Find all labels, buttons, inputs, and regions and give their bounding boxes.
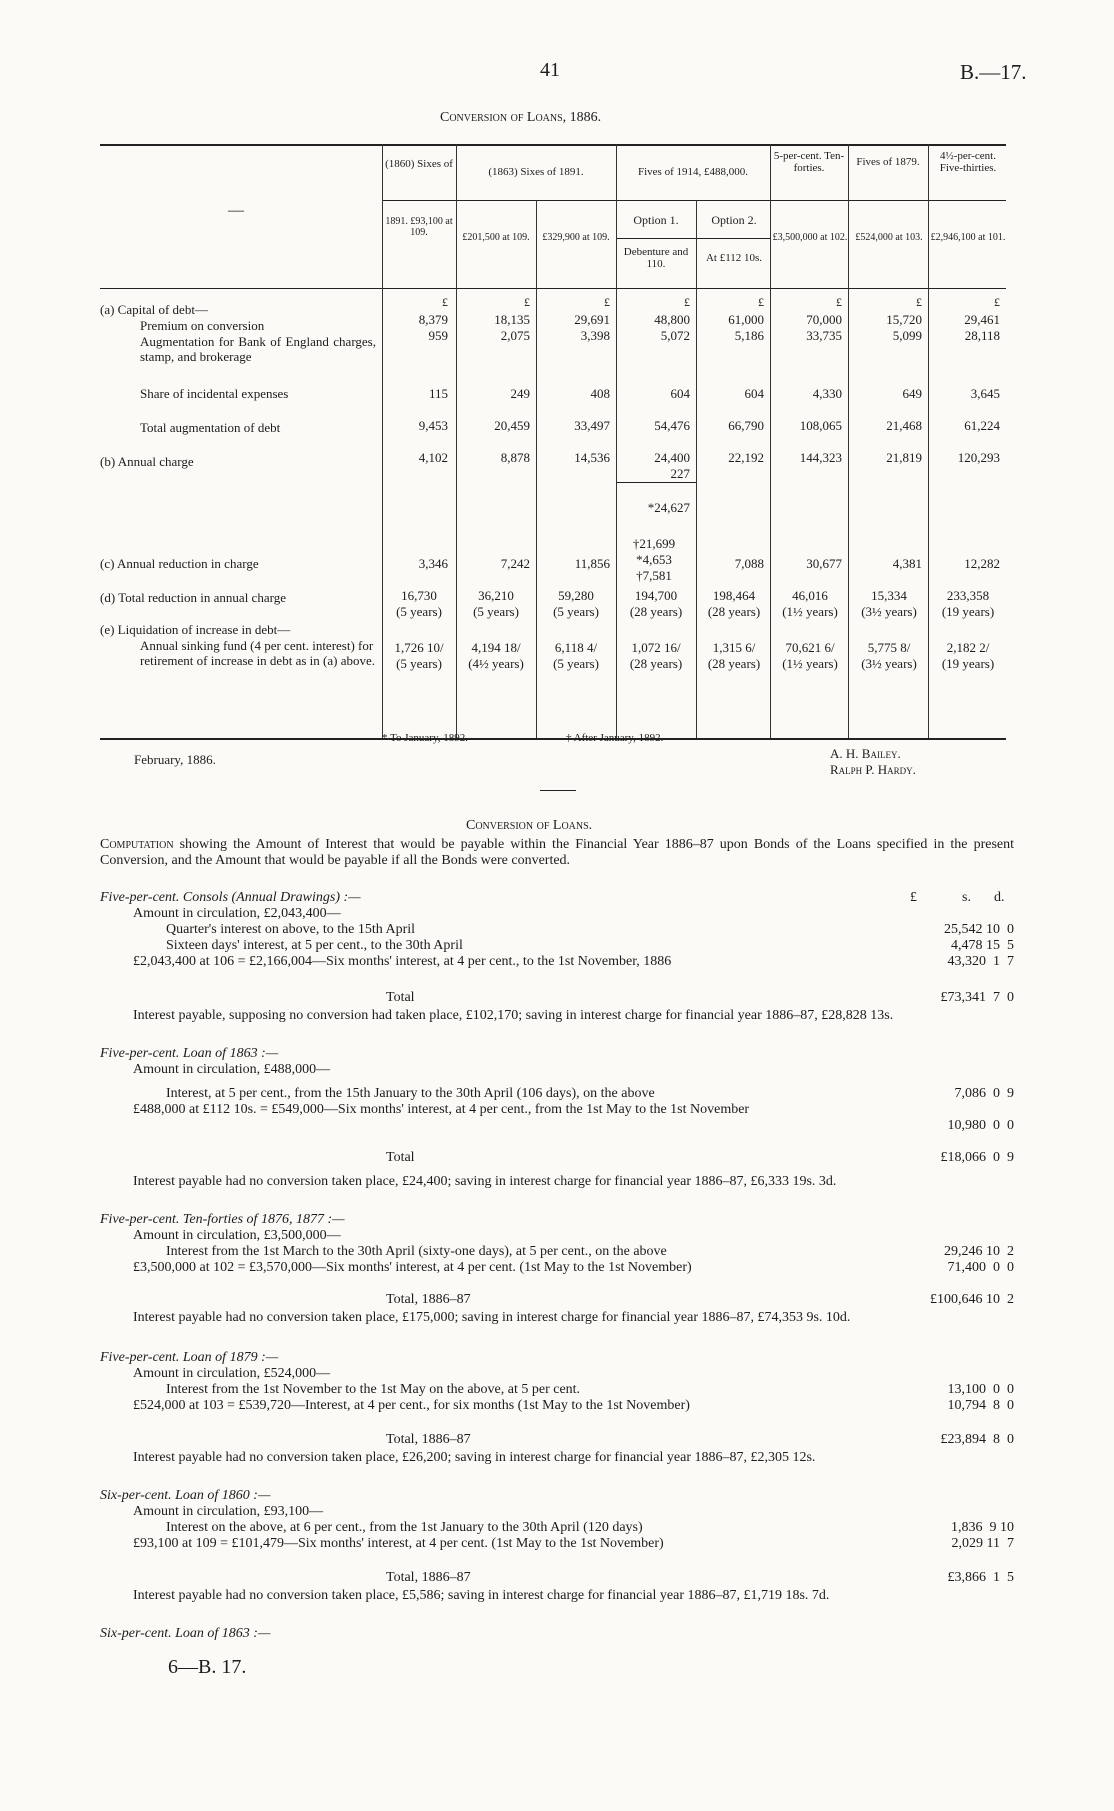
cell: 61,000	[728, 312, 764, 327]
col-header-6: 5-per-cent. Ten-forties.	[773, 150, 845, 174]
cell: (4½ years)	[468, 656, 524, 671]
cell: 36,210	[478, 588, 514, 603]
computation-amount: 10,794 8 0	[947, 1398, 1014, 1413]
cell: (5 years)	[473, 604, 519, 619]
cell: 1,726 10/	[394, 640, 444, 655]
section-heading: Five-per-cent. Loan of 1879 :—	[100, 1350, 279, 1365]
computation-amount: 1,836 9 10	[951, 1520, 1014, 1535]
col-header-1: (1860) Sixes of	[385, 158, 453, 170]
cell: (28 years)	[629, 656, 683, 671]
footnote-star: * To January, 1892.	[382, 732, 468, 744]
cell: 408	[590, 386, 610, 401]
cell: 28,118	[964, 328, 1000, 343]
cell: 649	[902, 386, 922, 401]
section-heading: Five-per-cent. Ten-forties of 1876, 1877 :—	[100, 1212, 345, 1227]
cur-7: £	[916, 295, 922, 309]
col-header-8: 4½-per-cent. Five-thirties.	[939, 150, 997, 174]
computation-note: Interest payable had no conversion taken place, £5,586; saving in interest charge for financial year 1886–87, £1,719 18s. 7d.	[133, 1588, 830, 1603]
cur-2: £	[524, 295, 530, 309]
cell: *24,627	[647, 500, 690, 515]
cell: (19 years)	[941, 656, 995, 671]
footer-signature: 6—B. 17.	[168, 1656, 247, 1678]
cur-1: £	[442, 295, 448, 309]
page-ref: B.—17.	[960, 60, 1027, 84]
section-circulation: Amount in circulation, £488,000—	[133, 1062, 331, 1077]
cur-8: £	[994, 295, 1000, 309]
sub-header-5a: Option 2.	[711, 213, 757, 227]
cell: 61,224	[964, 418, 1000, 433]
section-heading: Six-per-cent. Loan of 1860 :—	[100, 1488, 271, 1503]
cell: 604	[670, 386, 690, 401]
label-b: (b) Annual charge	[100, 454, 194, 469]
computation-total-label: Total, 1886–87	[386, 1570, 471, 1585]
computation-amount: 25,542 10 0	[944, 922, 1014, 937]
computation-line: Interest from the 1st March to the 30th April (sixty-one days), at 5 per cent., on the above	[166, 1244, 667, 1259]
section-circulation: Amount in circulation, £93,100—	[133, 1504, 324, 1519]
signature-hardy: Ralph P. Hardy.	[830, 762, 916, 777]
cell: 5,099	[892, 328, 922, 343]
cell: 5,186	[734, 328, 764, 343]
cell: 70,621 6/	[785, 640, 835, 655]
cell: 4,102	[418, 450, 448, 465]
cell: 5,072	[660, 328, 690, 343]
computation-note: Interest payable had no conversion taken place, £26,200; saving in interest charge for financial year 1886–87, £2,305 12s.	[133, 1450, 816, 1465]
computation-amount: 10,980 0 0	[947, 1118, 1014, 1133]
cur-6: £	[836, 295, 842, 309]
cell: 54,476	[654, 418, 690, 433]
cell: (19 years)	[941, 604, 995, 619]
cell: 7,242	[500, 556, 530, 571]
cell: 2,182 2/	[946, 640, 990, 655]
sub-header-7: £524,000 at 103.	[855, 232, 923, 243]
table-date: February, 1886.	[134, 752, 216, 767]
label-premium: Premium on conversion	[140, 318, 265, 333]
computation-total-label: Total	[386, 990, 415, 1005]
computation-line: Sixteen days' interest, at 5 per cent., to the 30th April	[166, 938, 463, 953]
computation-amount: 29,246 10 2	[944, 1244, 1014, 1259]
cell: 22,192	[728, 450, 764, 465]
cur-5: £	[758, 295, 764, 309]
computation-amount: 43,320 1 7	[947, 954, 1014, 969]
computation-title: Conversion of Loans.	[466, 818, 593, 833]
label-d: (d) Total reduction in annual charge	[100, 590, 286, 605]
computation-amount: 71,400 0 0	[947, 1260, 1014, 1275]
label-share: Share of incidental expenses	[140, 386, 289, 401]
cell: 194,700	[634, 588, 678, 603]
cur-4: £	[684, 295, 690, 309]
section-heading: Six-per-cent. Loan of 1863 :—	[100, 1626, 271, 1641]
cell: 1,072 16/	[631, 640, 681, 655]
computation-total-label: Total, 1886–87	[386, 1292, 471, 1307]
cell: 233,358	[946, 588, 990, 603]
computation-note: Interest payable had no conversion taken place, £24,400; saving in interest charge for financial year 1886–87, £6,333 19s. 3d.	[133, 1174, 837, 1189]
computation-line: £3,500,000 at 102 = £3,570,000—Six months' interest, at 4 per cent. (1st May to the 1st November)	[133, 1260, 692, 1275]
cell: (1½ years)	[782, 604, 838, 619]
computation-total: £3,866 1 5	[947, 1570, 1014, 1585]
lsd-pence: d.	[994, 890, 1005, 905]
cell: 20,459	[494, 418, 530, 433]
section-heading: Five-per-cent. Loan of 1863 :—	[100, 1046, 279, 1061]
cell: 70,000	[806, 312, 842, 327]
cell: †7,581	[636, 568, 672, 583]
computation-note: Interest payable had no conversion taken place, £175,000; saving in interest charge for financial year 1886–87, £74,353 9s. 10d.	[133, 1310, 851, 1325]
sub-header-4b: Debenture and 110.	[623, 246, 689, 270]
cell: 5,775 8/	[867, 640, 911, 655]
cell: 4,194 18/	[471, 640, 521, 655]
cell: 604	[744, 386, 764, 401]
label-a: (a) Capital of debt—	[100, 302, 208, 317]
cell: 11,856	[574, 556, 610, 571]
cell: 46,016	[792, 588, 828, 603]
cell: 4,330	[812, 386, 842, 401]
cell: (5 years)	[396, 656, 442, 671]
cell: 3,398	[580, 328, 610, 343]
computation-total-label: Total	[386, 1150, 415, 1165]
computation-line: £2,043,400 at 106 = £2,166,004—Six months' interest, at 4 per cent., to the 1st November, 1886	[133, 954, 672, 969]
cell: (28 years)	[707, 656, 761, 671]
computation-line: Interest from the 1st November to the 1st May on the above, at 5 per cent.	[166, 1382, 581, 1397]
sub-header-3: £329,900 at 109.	[542, 232, 610, 243]
cell: 1,315 6/	[712, 640, 756, 655]
computation-line: £488,000 at £112 10s. = £549,000—Six months' interest, at 4 per cent., from the 1st May to the 1st November	[133, 1102, 750, 1117]
page-number: 41	[540, 59, 560, 81]
computation-total-label: Total, 1886–87	[386, 1432, 471, 1447]
label-total-augmentation: Total augmentation of debt	[140, 420, 281, 435]
cell: 15,720	[886, 312, 922, 327]
cell: (1½ years)	[782, 656, 838, 671]
cell: 29,691	[574, 312, 610, 327]
computation-intro-lead: Computation	[100, 837, 174, 852]
cell: 249	[510, 386, 530, 401]
cell: 12,282	[964, 556, 1000, 571]
computation-total: £23,894 8 0	[940, 1432, 1014, 1447]
computation-line: £524,000 at 103 = £539,720—Interest, at 4 per cent., for six months (1st May to the 1st November)	[133, 1398, 690, 1413]
cell: (3½ years)	[861, 656, 917, 671]
label-e: (e) Liquidation of increase in debt—	[100, 622, 291, 637]
cell: 14,536	[574, 450, 610, 465]
cell: 3,346	[418, 556, 448, 571]
cell: 29,461	[964, 312, 1000, 327]
computation-amount: 7,086 0 9	[954, 1086, 1014, 1101]
cell: 4,381	[892, 556, 922, 571]
cell: (3½ years)	[861, 604, 917, 619]
cell: (28 years)	[707, 604, 761, 619]
cell: 24,400	[654, 450, 690, 465]
sub-header-8: £2,946,100 at 101.	[930, 232, 1006, 243]
cell: 15,334	[871, 588, 907, 603]
cell: 6,118 4/	[554, 640, 598, 655]
cell: 8,878	[500, 450, 530, 465]
computation-intro	[100, 837, 1014, 869]
lsd-pounds: £	[910, 890, 917, 905]
computation-line: Quarter's interest on above, to the 15th April	[166, 922, 416, 937]
cell: 21,819	[886, 450, 922, 465]
computation-total: £100,646 10 2	[930, 1292, 1014, 1307]
label-e-text: Annual sinking fund (4 per cent. interest) for retirement of increase in debt as in (a) above.	[140, 638, 375, 668]
cell: 115	[428, 386, 448, 401]
cell: 33,735	[806, 328, 842, 343]
computation-amount: 13,100 0 0	[947, 1382, 1014, 1397]
computation-amount: 2,029 11 7	[951, 1536, 1014, 1551]
cell: 30,677	[806, 556, 842, 571]
cell: 59,280	[558, 588, 594, 603]
cell: 33,497	[574, 418, 610, 433]
cell: 144,323	[799, 450, 842, 465]
label-augmentation: Augmentation for Bank of England charges, stamp, and brokerage	[140, 334, 376, 364]
lsd-shillings: s.	[962, 890, 971, 905]
computation-intro-text: showing the Amount of Interest that would be payable within the Financial Year 1886–87 upon Bonds of the Loans specified in the present Conversion, and the Amount that would be payable if all the Bonds were converted.	[100, 837, 1014, 868]
cell: 16,730	[401, 588, 437, 603]
computation-total: £73,341 7 0	[940, 990, 1014, 1005]
cell: 227	[670, 466, 690, 481]
label-c: (c) Annual reduction in charge	[100, 556, 259, 571]
sub-header-4a: Option 1.	[633, 213, 679, 227]
cur-3: £	[604, 295, 610, 309]
cell: 108,065	[799, 418, 842, 433]
section-circulation: Amount in circulation, £3,500,000—	[133, 1228, 341, 1243]
cell: 9,453	[418, 418, 448, 433]
footnote-dagger: † After January, 1892.	[566, 732, 664, 744]
cell: (28 years)	[629, 604, 683, 619]
cell: (5 years)	[396, 604, 442, 619]
section-heading: Five-per-cent. Consols (Annual Drawings) :—	[100, 890, 361, 905]
sub-header-5b: At £112 10s.	[705, 252, 763, 264]
computation-total: £18,066 0 9	[940, 1150, 1014, 1165]
computation-note: Interest payable, supposing no conversion had taken place, £102,170; saving in interest charge for financial year 1886–87, £28,828 13s.	[133, 1008, 894, 1023]
computation-amount: 4,478 15 5	[951, 938, 1014, 953]
col-header-7: Fives of 1879.	[856, 156, 920, 168]
cell: 48,800	[654, 312, 690, 327]
cell: †21,699	[632, 536, 676, 551]
sub-header-2: £201,500 at 109.	[462, 232, 530, 243]
cell: 198,464	[712, 588, 756, 603]
cell: *4,653	[636, 552, 672, 567]
cell: 959	[428, 328, 448, 343]
cell: 3,645	[970, 386, 1000, 401]
computation-line: Interest, at 5 per cent., from the 15th January to the 30th April (106 days), on the above	[166, 1086, 655, 1101]
col-header-2-3: (1863) Sixes of 1891.	[488, 166, 584, 178]
cell: 21,468	[886, 418, 922, 433]
computation-line: Interest on the above, at 6 per cent., from the 1st January to the 30th April (120 days)	[166, 1520, 643, 1535]
cell: 66,790	[728, 418, 764, 433]
cell: (5 years)	[553, 604, 599, 619]
cell: 18,135	[494, 312, 530, 327]
stub-dash: —	[228, 202, 244, 219]
section-circulation: Amount in circulation, £524,000—	[133, 1366, 331, 1381]
cell: 8,379	[418, 312, 448, 327]
cell: (5 years)	[553, 656, 599, 671]
cell: 2,075	[500, 328, 530, 343]
table-title: Conversion of Loans, 1886.	[440, 110, 602, 125]
col-header-4-5: Fives of 1914, £488,000.	[638, 166, 748, 178]
sub-header-1: 1891. £93,100 at 109.	[385, 216, 453, 238]
sub-header-6: £3,500,000 at 102.	[772, 232, 848, 243]
computation-line: £93,100 at 109 = £101,479—Six months' interest, at 4 per cent. (1st May to the 1st November)	[133, 1536, 664, 1551]
cell: 7,088	[734, 556, 764, 571]
signature-bailey: A. H. Bailey.	[830, 746, 901, 761]
cell: 120,293	[957, 450, 1000, 465]
section-circulation: Amount in circulation, £2,043,400—	[133, 906, 341, 921]
